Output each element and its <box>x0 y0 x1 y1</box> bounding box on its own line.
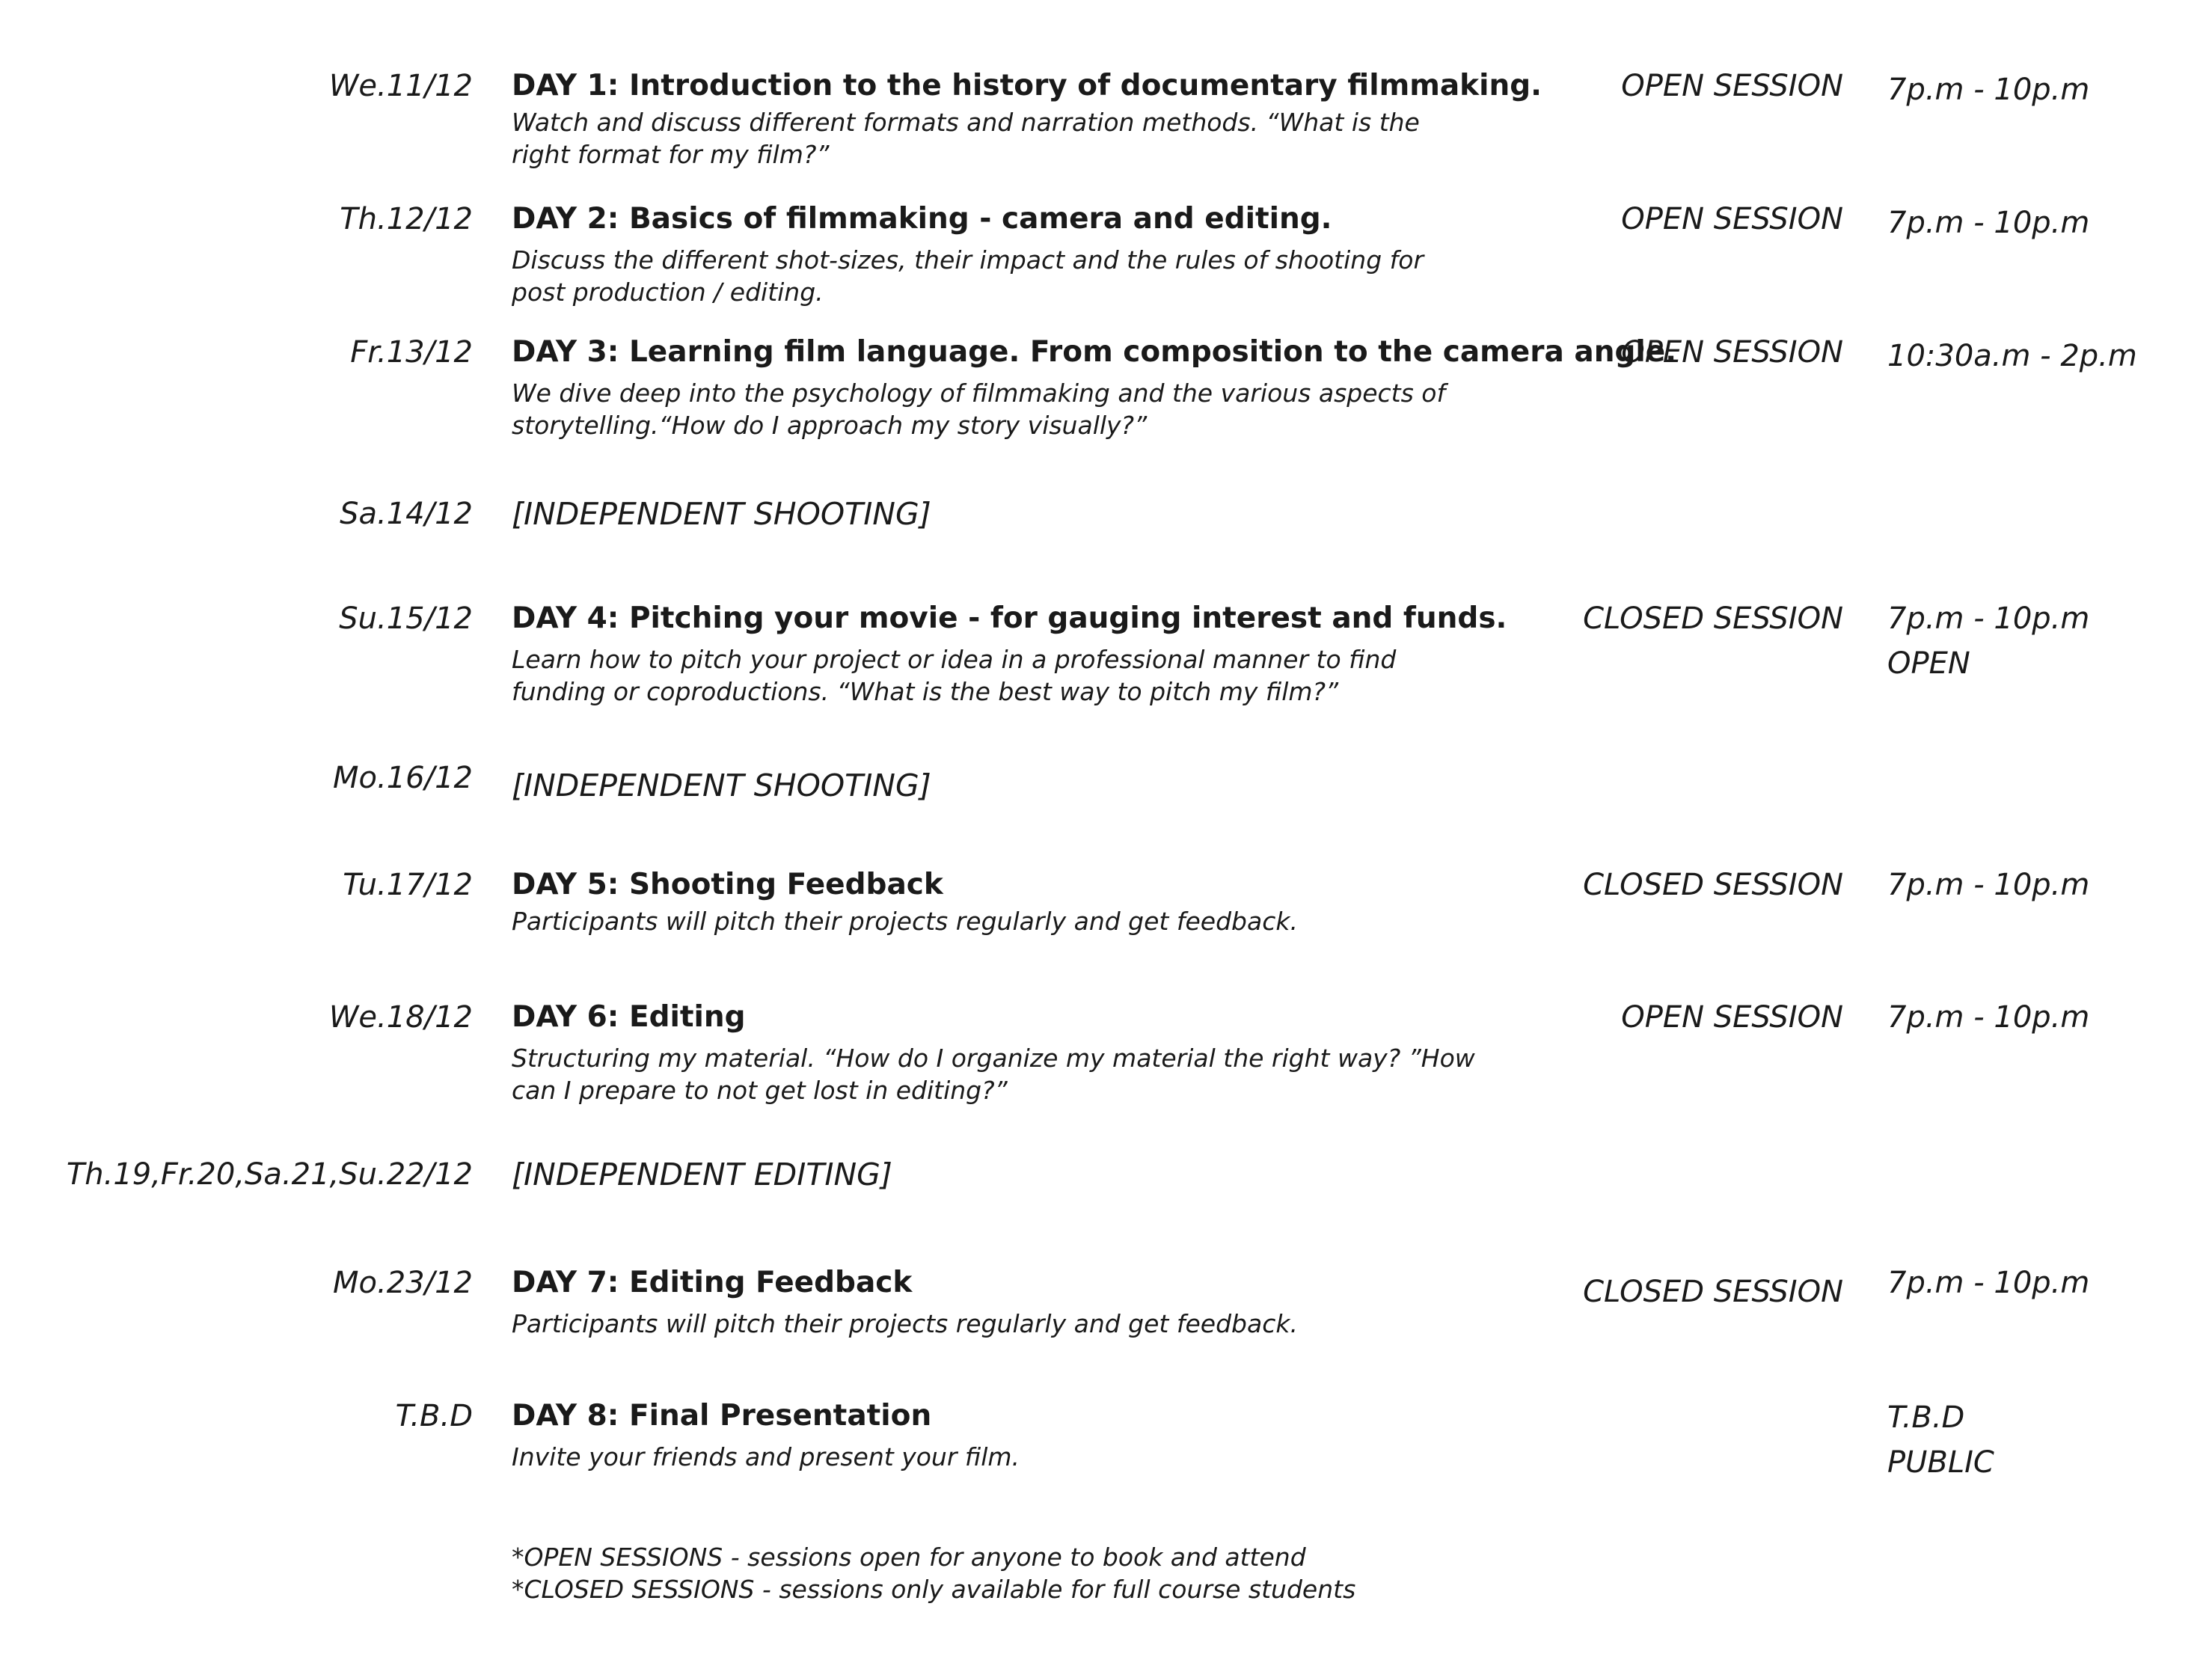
session-title: DAY 2: Basics of filmmaking - camera and editing. <box>512 202 1332 236</box>
date-label: We.18/12 <box>328 1000 473 1035</box>
description-line: Participants will pitch their projects regularly and get feedback. <box>512 907 1298 936</box>
description-line: Participants will pitch their projects regularly and get feedback. <box>512 1309 1298 1338</box>
session-info <box>512 200 1574 308</box>
session-description <box>512 377 1574 441</box>
description-line: Invite your friends and present your film. <box>512 1442 1020 1471</box>
description-line: funding or coproductions. “What is the best way to pitch my film?” <box>512 677 1339 706</box>
date-label: Th.19,Fr.20,Sa.21,Su.22/12 <box>66 1157 473 1192</box>
time-range: 7p.m - 10p.m <box>1887 868 2090 902</box>
time-range: 7p.m - 10p.m <box>1887 206 2090 240</box>
session-time <box>1887 334 2137 379</box>
session-description <box>512 106 1574 171</box>
session-description <box>512 244 1574 308</box>
session-type: OPEN SESSION <box>1621 202 1843 236</box>
session-title: DAY 8: Final Presentation <box>512 1399 932 1433</box>
session-type: OPEN SESSION <box>1621 335 1843 370</box>
description-line: storytelling.“How do I approach my story visually?” <box>512 411 1148 440</box>
independent-activity: [INDEPENDENT SHOOTING] <box>512 496 931 532</box>
session-time <box>1887 1395 1994 1485</box>
session-description <box>512 905 1574 937</box>
session-title: DAY 6: Editing <box>512 1000 746 1034</box>
date-label: Mo.23/12 <box>333 1266 473 1300</box>
time-range: 7p.m - 10p.m <box>1887 1000 2090 1035</box>
session-title: DAY 7: Editing Feedback <box>512 1266 913 1299</box>
session-info <box>512 866 1574 937</box>
session-type: CLOSED SESSION <box>1583 868 1843 902</box>
session-time <box>1887 596 2089 686</box>
session-title: DAY 5: Shooting Feedback <box>512 868 943 901</box>
session-info <box>512 67 1574 171</box>
session-info <box>512 1156 1574 1193</box>
session-title: DAY 4: Pitching your movie - for gauging interest and funds. <box>512 601 1507 635</box>
session-type: OPEN SESSION <box>1621 69 1843 103</box>
description-line: post production / editing. <box>512 278 824 307</box>
description-line: Structuring my material. “How do I organize my material the right way? ”How <box>512 1044 1475 1073</box>
session-time <box>1887 995 2089 1040</box>
access-label: PUBLIC <box>1887 1445 1994 1480</box>
date-label: Mo.16/12 <box>333 761 473 795</box>
date-label: Tu.17/12 <box>343 868 473 902</box>
access-label: OPEN <box>1887 646 1970 681</box>
date-label: Su.15/12 <box>339 601 473 636</box>
footnote-open-sessions: *OPEN SESSIONS - sessions open for anyone to book and attend <box>512 1543 1306 1572</box>
session-info <box>512 1264 1574 1340</box>
session-description <box>512 1308 1574 1340</box>
session-description <box>512 1042 1574 1106</box>
description-line: Learn how to pitch your project or idea in a professional manner to find <box>512 645 1397 674</box>
time-range: 7p.m - 10p.m <box>1887 601 2090 636</box>
independent-activity: [INDEPENDENT EDITING] <box>512 1157 892 1192</box>
date-label: T.B.D <box>395 1399 473 1433</box>
date-label: Sa.14/12 <box>340 497 473 531</box>
time-range: T.B.D <box>1887 1400 1965 1435</box>
session-info <box>512 1397 1574 1473</box>
session-description <box>512 643 1574 708</box>
session-info <box>512 334 1677 441</box>
time-range: 10:30a.m - 2p.m <box>1887 339 2137 373</box>
time-range: 7p.m - 10p.m <box>1887 73 2090 107</box>
session-time <box>1887 200 2089 245</box>
session-info <box>512 767 1574 804</box>
time-range: 7p.m - 10p.m <box>1887 1266 2090 1300</box>
session-description <box>512 1441 1574 1473</box>
session-time <box>1887 863 2089 907</box>
description-line: Discuss the different shot-sizes, their impact and the rules of shooting for <box>512 245 1424 275</box>
session-time <box>1887 67 2089 112</box>
session-type: CLOSED SESSION <box>1583 601 1843 636</box>
date-label: We.11/12 <box>328 69 473 103</box>
description-line: right format for my film?” <box>512 140 830 169</box>
session-time <box>1887 1261 2089 1305</box>
session-type: OPEN SESSION <box>1621 1000 1843 1035</box>
session-title: DAY 1: Introduction to the history of documentary filmmaking. <box>512 69 1542 102</box>
session-title: DAY 3: Learning film language. From composition to the camera angle. <box>512 335 1677 369</box>
description-line: We dive deep into the psychology of filmmaking and the various aspects of <box>512 379 1446 408</box>
session-type: CLOSED SESSION <box>1583 1275 1843 1309</box>
independent-activity: [INDEPENDENT SHOOTING] <box>512 768 931 803</box>
session-info <box>512 600 1574 708</box>
date-label: Th.12/12 <box>340 202 473 236</box>
description-line: Watch and discuss different formats and narration methods. “What is the <box>512 108 1420 137</box>
session-info <box>512 495 1574 533</box>
session-info <box>512 999 1574 1106</box>
date-label: Fr.13/12 <box>350 335 473 370</box>
description-line: can I prepare to not get lost in editing?” <box>512 1076 1008 1105</box>
footnote-closed-sessions: *CLOSED SESSIONS - sessions only available for full course students <box>512 1575 1356 1604</box>
